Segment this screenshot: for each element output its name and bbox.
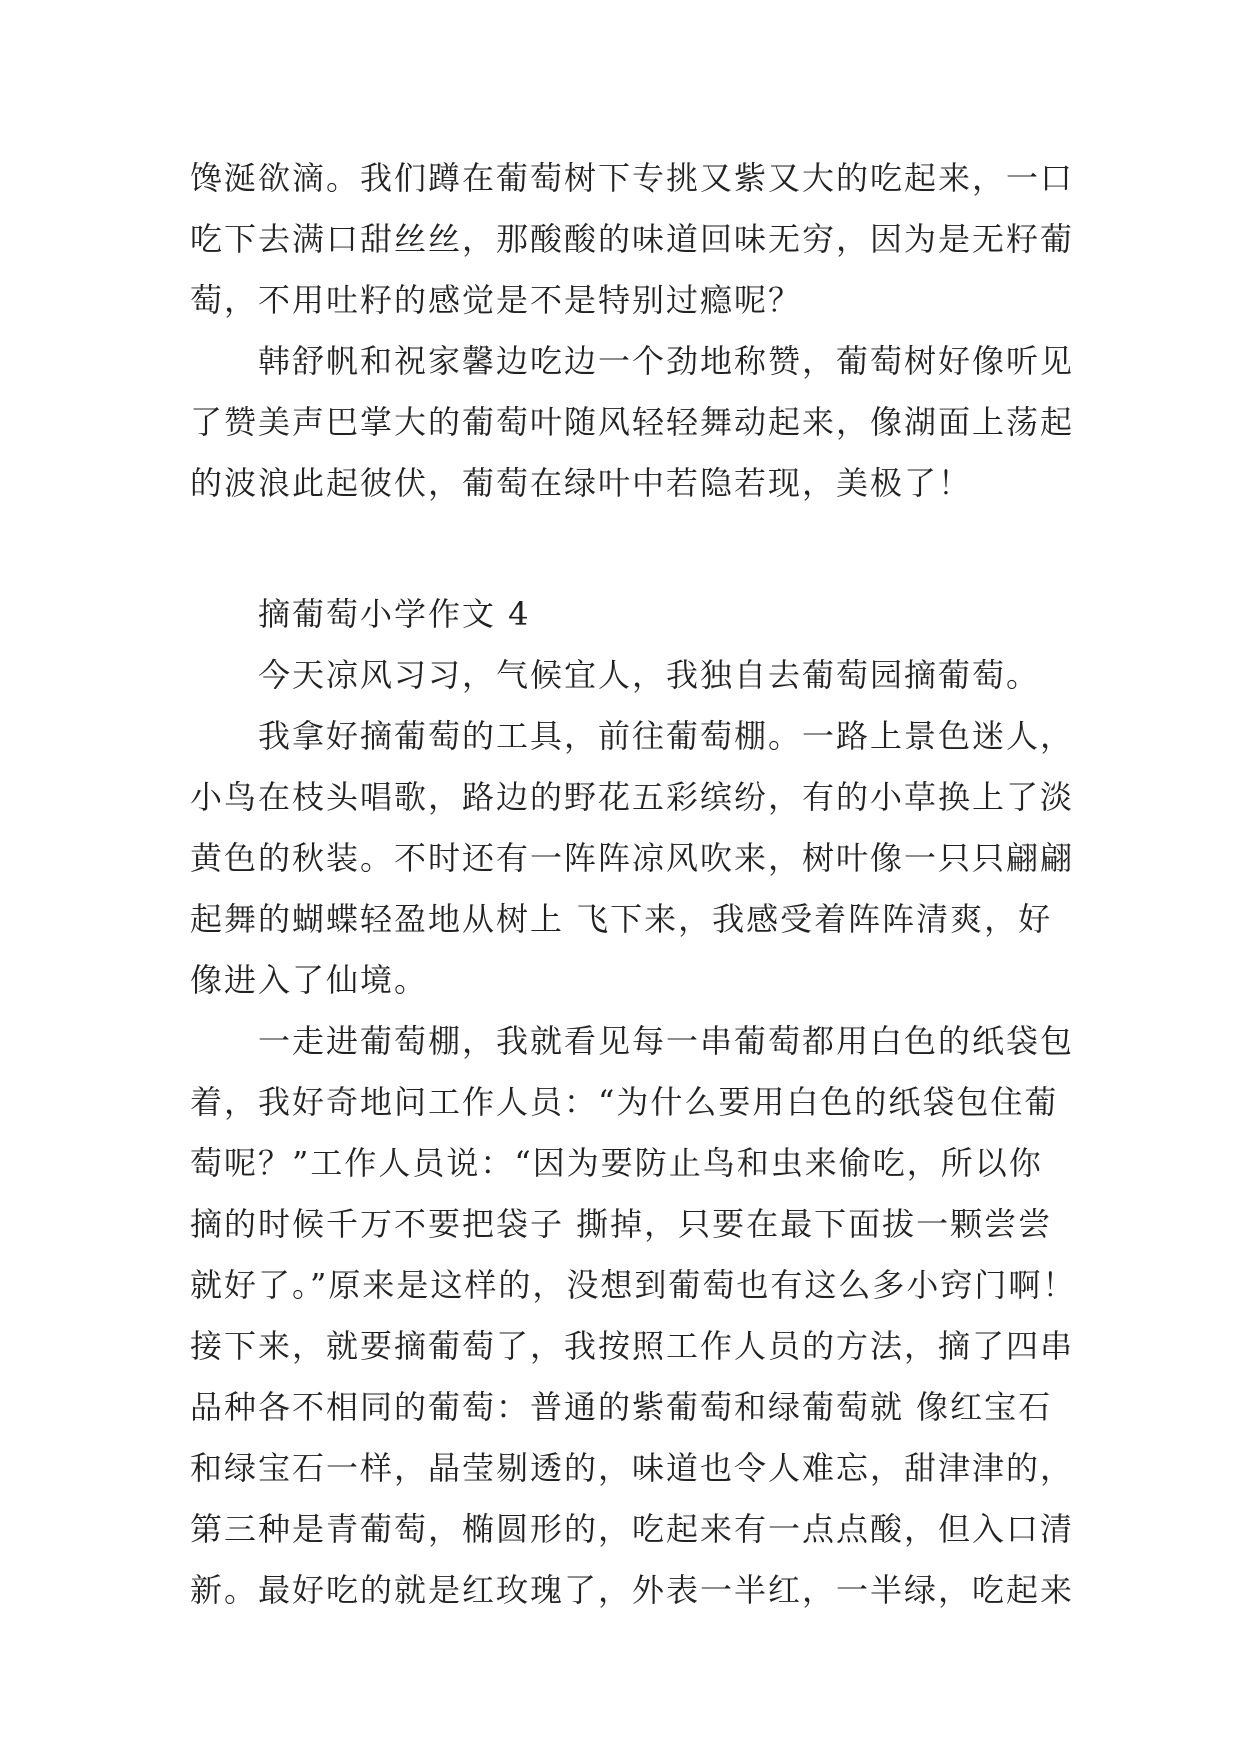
text-line: 品种各不相同的葡萄：普通的紫葡萄和绿葡萄就 像红宝石 xyxy=(190,1388,1053,1426)
text-line: 接下来，就要摘葡萄了，我按照工作人员的方法，摘了四串 xyxy=(190,1327,1075,1365)
paragraph-gap xyxy=(190,514,1070,584)
text-line: 着，我好奇地问工作人员：“为什么要用白色的纸袋包住葡 xyxy=(190,1083,1059,1121)
text-line: 韩舒帆和祝家馨边吃边一个劲地称赞，葡萄树好像听见 xyxy=(190,342,1075,380)
text-line: 小鸟在枝头唱歌，路边的野花五彩缤纷，有的小草换上了淡 xyxy=(190,778,1075,816)
text-line: 一走进葡萄棚，我就看见每一串葡萄都用白色的纸袋包 xyxy=(190,1022,1075,1060)
document-body xyxy=(190,148,1077,1621)
text-line: 像进入了仙境。 xyxy=(190,961,429,999)
text-line: 就好了。”原来是这样的，没想到葡萄也有这么多小窍门啊！ xyxy=(190,1266,1077,1304)
text-line: 和绿宝石一样，晶莹剔透的，味道也令人难忘，甜津津的， xyxy=(190,1449,1075,1487)
text-line: 萄呢？”工作人员说：“因为要防止鸟和虫来偷吃，所以你 xyxy=(190,1144,1043,1182)
text-line: 第三种是青葡萄，椭圆形的，吃起来有一点点酸，但入口清 xyxy=(190,1510,1075,1548)
text-line: 摘的时候千万不要把袋子 撕掉，只要在最下面拔一颗尝尝 xyxy=(190,1205,1053,1243)
text-line: 吃下去满口甜丝丝，那酸酸的味道回味无穷，因为是无籽葡 xyxy=(190,220,1075,258)
text-line: 馋涎欲滴。我们蹲在葡萄树下专挑又紫又大的吃起来，一口 xyxy=(190,159,1075,197)
text-line: 萄，不用吐籽的感觉是不是特别过瘾呢？ xyxy=(190,281,803,319)
text-line: 新。最好吃的就是红玫瑰了，外表一半红，一半绿，吃起来 xyxy=(190,1571,1075,1609)
section-title: 摘葡萄小学作文 4 xyxy=(190,595,531,633)
text-line: 了赞美声巴掌大的葡萄叶随风轻轻舞动起来，像湖面上荡起 xyxy=(190,403,1075,441)
text-line: 起舞的蝴蝶轻盈地从树上 飞下来，我感受着阵阵清爽，好 xyxy=(190,900,1053,938)
text-line: 今天凉风习习，气候宜人，我独自去葡萄园摘葡萄。 xyxy=(190,656,1041,694)
text-line: 黄色的秋装。不时还有一阵阵凉风吹来，树叶像一只只翩翩 xyxy=(190,839,1075,877)
text-line: 我拿好摘葡萄的工具，前往葡萄棚。一路上景色迷人， xyxy=(190,717,1075,755)
text-line: 的波浪此起彼伏，葡萄在绿叶中若隐若现，美极了！ xyxy=(190,464,973,502)
